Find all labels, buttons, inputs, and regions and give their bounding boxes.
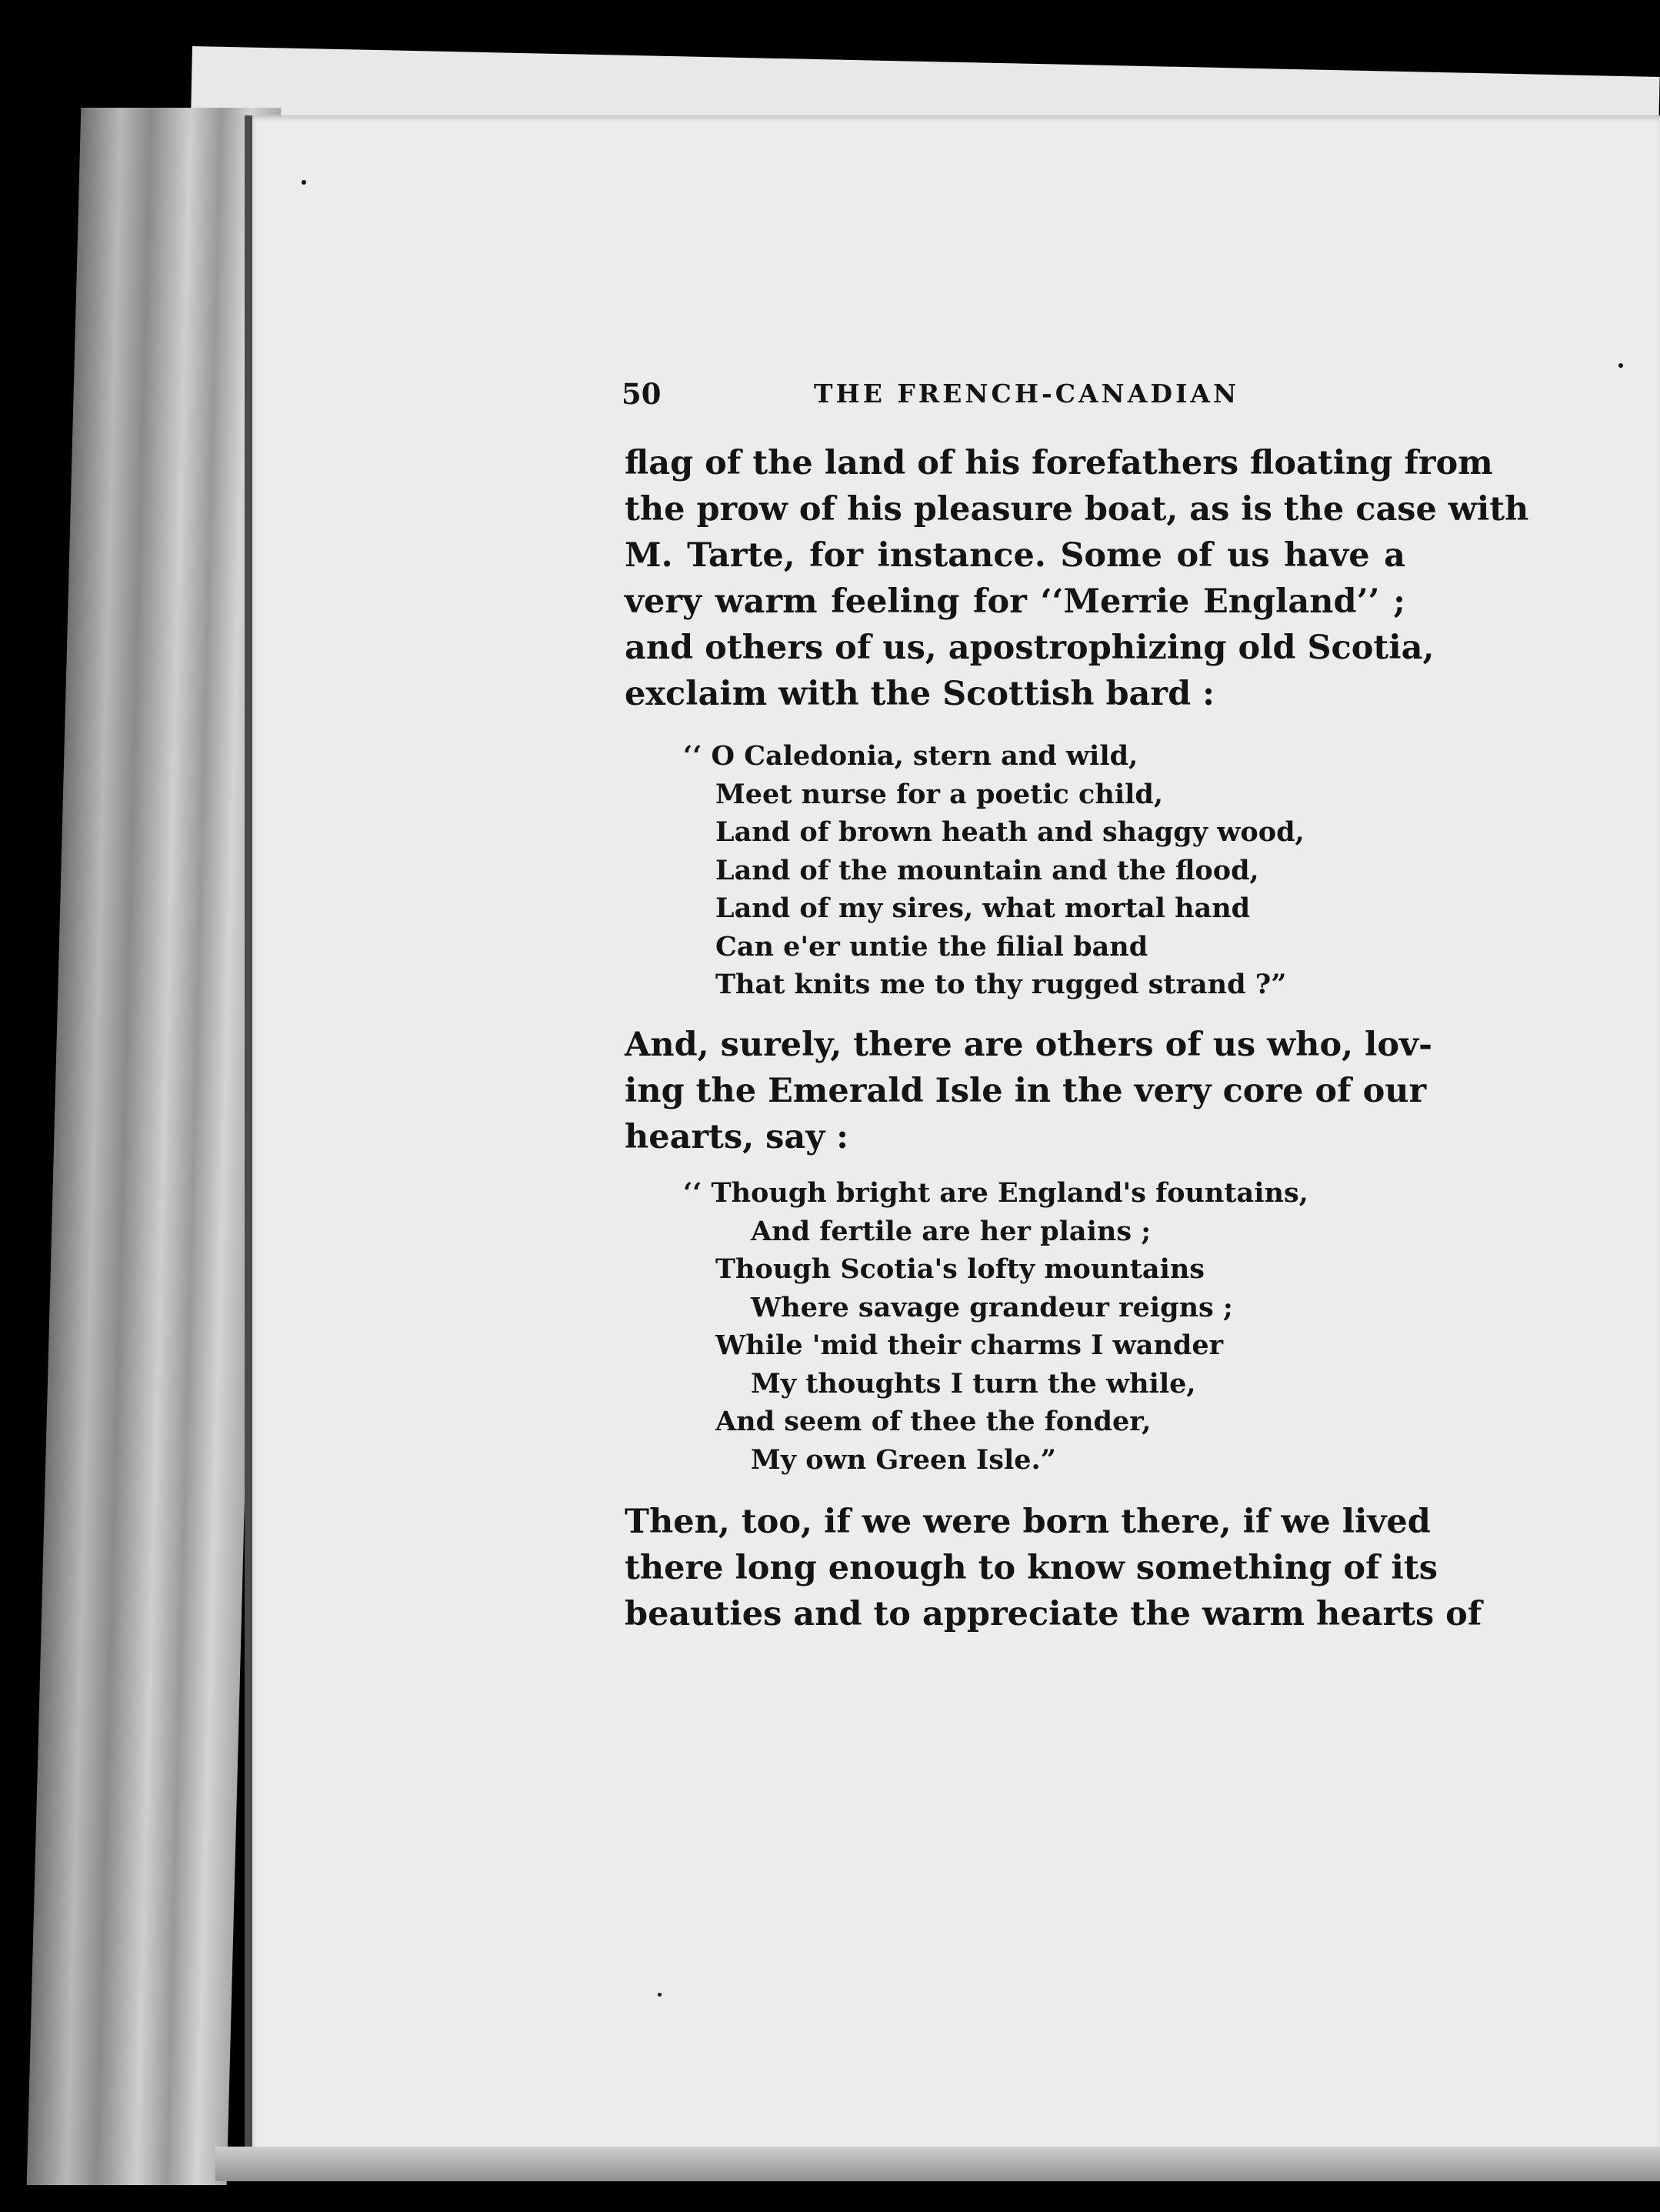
text-line: ing the Emerald Isle in the very core of our — [625, 1072, 1427, 1110]
text-line: flag of the land of his forefathers floating from — [625, 444, 1493, 482]
verse-line: That knits me to thy rugged strand ?” — [715, 969, 1287, 1000]
text-line: Then, too, if we were born there, if we lived — [625, 1503, 1431, 1541]
verse-line: Land of brown heath and shaggy wood, — [715, 816, 1305, 848]
book-bottom-edge — [215, 2147, 1660, 2181]
verse-line: Where savage grandeur reigns ; — [751, 1291, 1233, 1323]
text-line: hearts, say : — [625, 1118, 849, 1156]
verse-line: My own Green Isle.” — [751, 1443, 1056, 1476]
verse-line: And fertile are her plains ; — [751, 1215, 1152, 1247]
verse-quotation — [683, 737, 1305, 1004]
paragraph — [625, 1022, 1432, 1160]
verse-quotation — [683, 1174, 1308, 1479]
page-binding-rule — [245, 115, 252, 2162]
text-line: there long enough to know something of its — [625, 1549, 1438, 1587]
page-number: 50 — [622, 377, 662, 411]
text-line: very warm feeling for ‘‘Merrie England’’ ; — [625, 582, 1405, 621]
verse-line: My thoughts I turn the while, — [751, 1367, 1196, 1400]
paragraph — [625, 1499, 1482, 1637]
verse-line: Land of my sires, what mortal hand — [715, 892, 1251, 924]
text-line: the prow of his pleasure boat, as is the case with — [625, 490, 1529, 529]
verse-line: Though Scotia's lofty mountains — [715, 1253, 1205, 1285]
scan-speck — [1618, 363, 1623, 368]
verse-line: Land of the mountain and the flood, — [715, 854, 1259, 886]
page-header-title: THE FRENCH-CANADIAN — [814, 379, 1240, 409]
text-line: M. Tarte, for instance. Some of us have a — [625, 536, 1405, 575]
running-head — [622, 377, 1391, 415]
verse-line: And seem of thee the fonder, — [715, 1406, 1152, 1437]
verse-line: Meet nurse for a poetic child, — [715, 778, 1164, 810]
scan-speck — [302, 180, 306, 185]
text-line: and others of us, apostrophizing old Scotia, — [625, 629, 1435, 667]
verse-line: Can e'er untie the filial band — [715, 930, 1148, 963]
book-left-edge — [27, 108, 282, 2185]
verse-line: ‘‘ Though bright are England's fountains, — [683, 1177, 1308, 1209]
scan-speck — [658, 1993, 662, 1997]
paragraph — [625, 440, 1529, 717]
text-line: exclaim with the Scottish bard : — [625, 675, 1215, 713]
text-line: And, surely, there are others of us who, lov- — [625, 1026, 1432, 1064]
verse-line: ‘‘ O Caledonia, stern and wild, — [683, 740, 1138, 772]
text-line: beauties and to appreciate the warm hearts of — [625, 1595, 1482, 1633]
verse-line: While 'mid their charms I wander — [715, 1330, 1224, 1361]
